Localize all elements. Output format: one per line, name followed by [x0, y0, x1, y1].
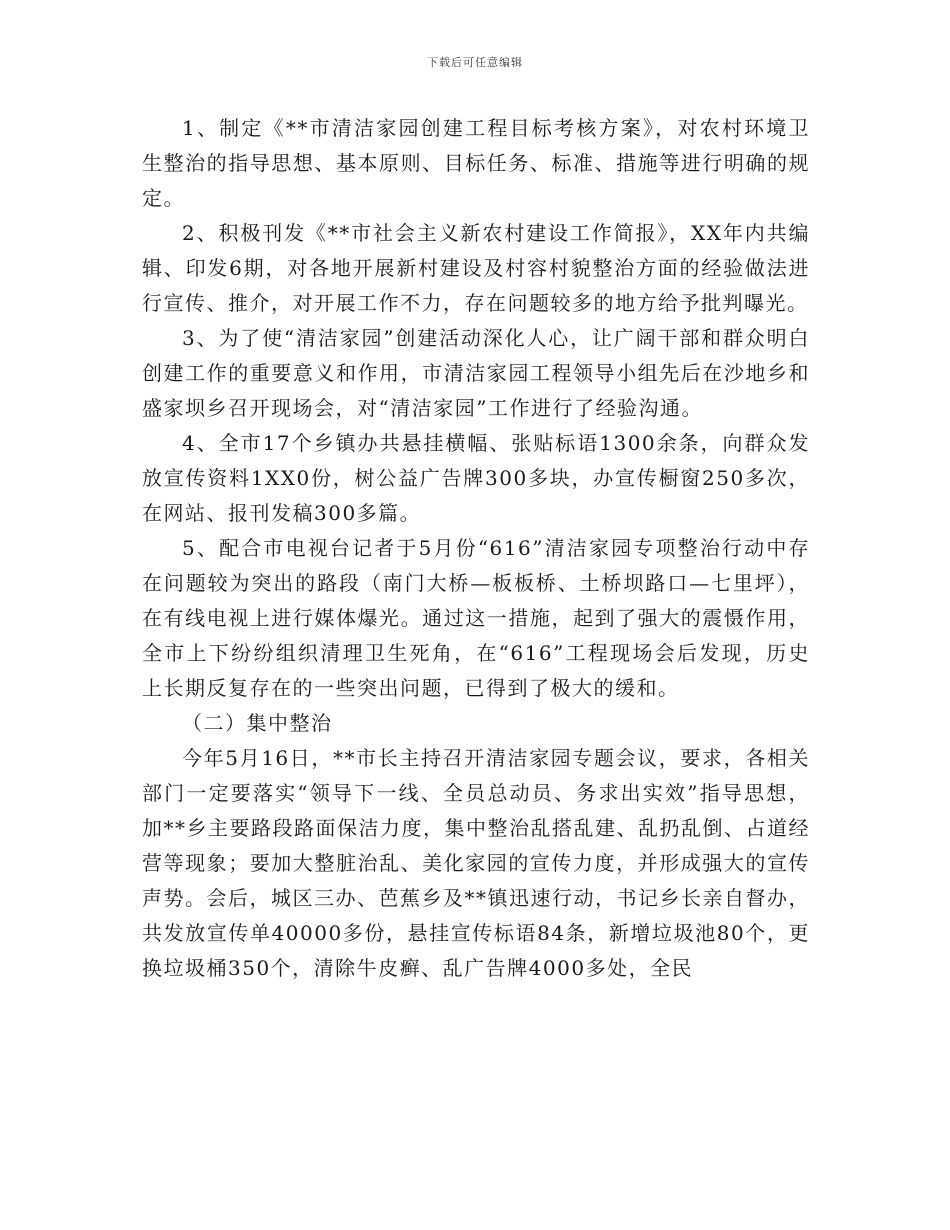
section-heading: （二）集中整治: [182, 711, 333, 735]
paragraph-3: 3、为了使“清洁家园”创建活动深化人心，让广阔干部和群众明白创建工作的重要意义和作用，市清洁家园工程领导小组先后在沙地乡和盛家坝乡召开现场会，对“清洁家园”工作进行了经验沟通。: [142, 326, 810, 420]
page-header: 下载后可任意编辑: [427, 56, 523, 69]
paragraph-5: 5、配合市电视台记者于5月份“616”清洁家园专项整治行动中存在问题较为突出的路段（南门大桥—板板桥、土桥坝路口—七里坪），在有线电视上进行媒体爆光。通过这一措施，起到了强大的震慑作用，全市上下纷纷组织清理卫生死角，在“616”工程现场会后发现，历史上长期反复存在的一些突出问题，已得到了极大的缓和。: [142, 536, 810, 700]
paragraph-6: 今年5月16日，**市长主持召开清洁家园专题会议，要求，各相关部门一定要落实“领导下一线、全员总动员、务求出实效”指导思想，加**乡主要路段路面保洁力度，集中整治乱搭乱建、乱扔乱倒、占道经营等现象；要加大整脏治乱、美化家园的宣传力度，并形成强大的宣传声势。会后，城区三办、芭蕉乡及**镇迅速行动，书记乡长亲自督办，共发放宣传单40000多份，悬挂宣传标语84条，新增垃圾池80个，更换垃圾桶350个，清除牛皮癣、乱广告牌4000多处，全民: [142, 746, 810, 980]
paragraph-2: 2、积极刊发《**市社会主义新农村建设工作简报》，XX年内共编辑、印发6期，对各地开展新村建设及村容村貌整治方面的经验做法进行宣传、推介，对开展工作不力，存在问题较多的地方给予批判曝光。: [142, 221, 810, 315]
document-body: [142, 111, 810, 986]
paragraph-1: 1、制定《**市清洁家园创建工程目标考核方案》，对农村环境卫生整治的指导思想、基本原则、目标任务、标准、措施等进行明确的规定。: [142, 116, 810, 210]
paragraph-4: 4、全市17个乡镇办共悬挂横幅、张贴标语1300余条，向群众发放宣传资料1XX0份，树公益广告牌300多块，办宣传橱窗250多次，在网站、报刊发稿300多篇。: [142, 431, 810, 525]
